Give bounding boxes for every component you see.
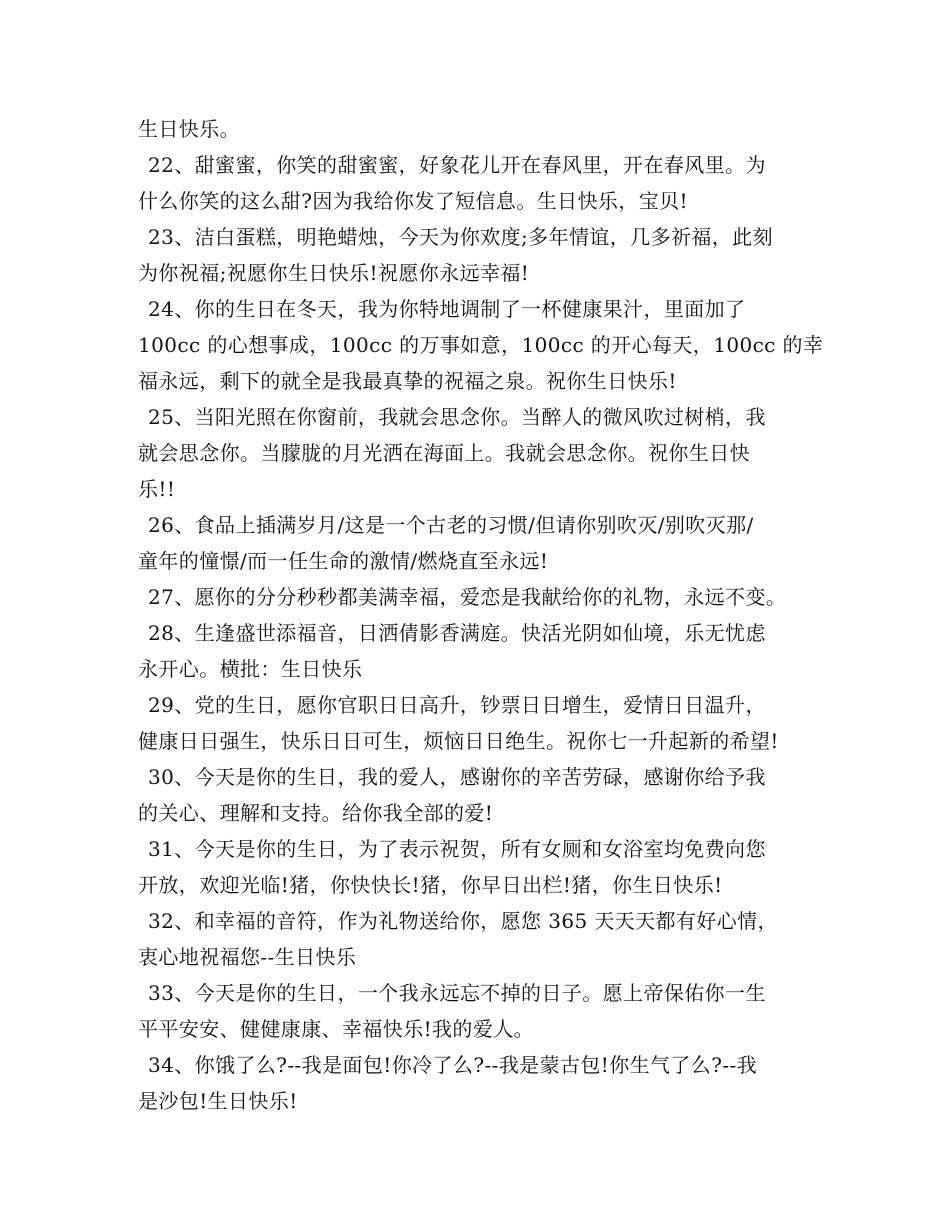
- text-line: 乐!!: [138, 477, 176, 501]
- text-line: 25、当阳光照在你窗前，我就会思念你。当醉人的微风吹过树梢，我: [148, 405, 766, 429]
- text-line: 是沙包!生日快乐!: [138, 1089, 298, 1113]
- text-line: 衷心地祝福您--生日快乐: [138, 945, 357, 969]
- text-line: 23、洁白蛋糕，明艳蜡烛，今天为你欢度;多年情谊，几多祈福，此刻: [148, 225, 773, 249]
- text-line: 的关心、理解和支持。给你我全部的爱!: [138, 801, 494, 825]
- text-line: 28、生逢盛世添福音，日洒倩影香满庭。快活光阴如仙境，乐无忧虑: [148, 621, 766, 645]
- text-line: 什么你笑的这么甜?因为我给你发了短信息。生日快乐，宝贝!: [138, 189, 688, 213]
- text-line: 26、食品上插满岁月/这是一个古老的习惯/但请你别吹灭/别吹灭那/: [148, 513, 754, 537]
- text-line: 健康日日强生，快乐日日可生，烦恼日日绝生。祝你七一升起新的希望!: [138, 729, 779, 753]
- text-line: 24、你的生日在冬天，我为你特地调制了一杯健康果汁，里面加了: [148, 297, 746, 321]
- text-line: 32、和幸福的音符，作为礼物送给你，愿您 365 天天天都有好心情，: [148, 909, 778, 933]
- document-body: [138, 111, 828, 1119]
- text-line: 平平安安、健健康康、幸福快乐!我的爱人。: [138, 1017, 535, 1041]
- text-line: 30、今天是你的生日，我的爱人，感谢你的辛苦劳碌，感谢你给予我: [148, 765, 766, 789]
- text-line: 为你祝福;祝愿你生日快乐!祝愿你永远幸福!: [138, 261, 530, 285]
- text-line: 34、你饿了么?--我是面包!你冷了么?--我是蒙古包!你生气了么?--我: [148, 1053, 758, 1077]
- text-line: 生日快乐。: [138, 117, 240, 141]
- text-line: 27、愿你的分分秒秒都美满幸福，爱恋是我献给你的礼物，永远不变。: [148, 585, 787, 609]
- text-line: 100cc 的心想事成，100cc 的万事如意，100cc 的开心每天，100cc 的幸: [138, 333, 824, 357]
- text-line: 29、党的生日，愿你官职日日高升，钞票日日增生，爱情日日温升，: [148, 693, 766, 717]
- text-line: 33、今天是你的生日，一个我永远忘不掉的日子。愿上帝保佑你一生: [148, 981, 766, 1005]
- text-line: 22、甜蜜蜜，你笑的甜蜜蜜，好象花儿开在春风里，开在春风里。为: [148, 153, 766, 177]
- text-line: 福永远，剩下的就全是我最真挚的祝福之泉。祝你生日快乐!: [138, 369, 677, 393]
- text-line: 永开心。横批：生日快乐: [138, 657, 363, 681]
- text-line: 童年的憧憬/而一任生命的激情/燃烧直至永远!: [138, 549, 549, 573]
- text-line: 开放，欢迎光临!猪，你快快长!猪，你早日出栏!猪，你生日快乐!: [138, 873, 723, 897]
- text-line: 31、今天是你的生日，为了表示祝贺，所有女厕和女浴室均免费向您: [148, 837, 766, 861]
- text-line: 就会思念你。当朦胧的月光洒在海面上。我就会思念你。祝你生日快: [138, 441, 750, 465]
